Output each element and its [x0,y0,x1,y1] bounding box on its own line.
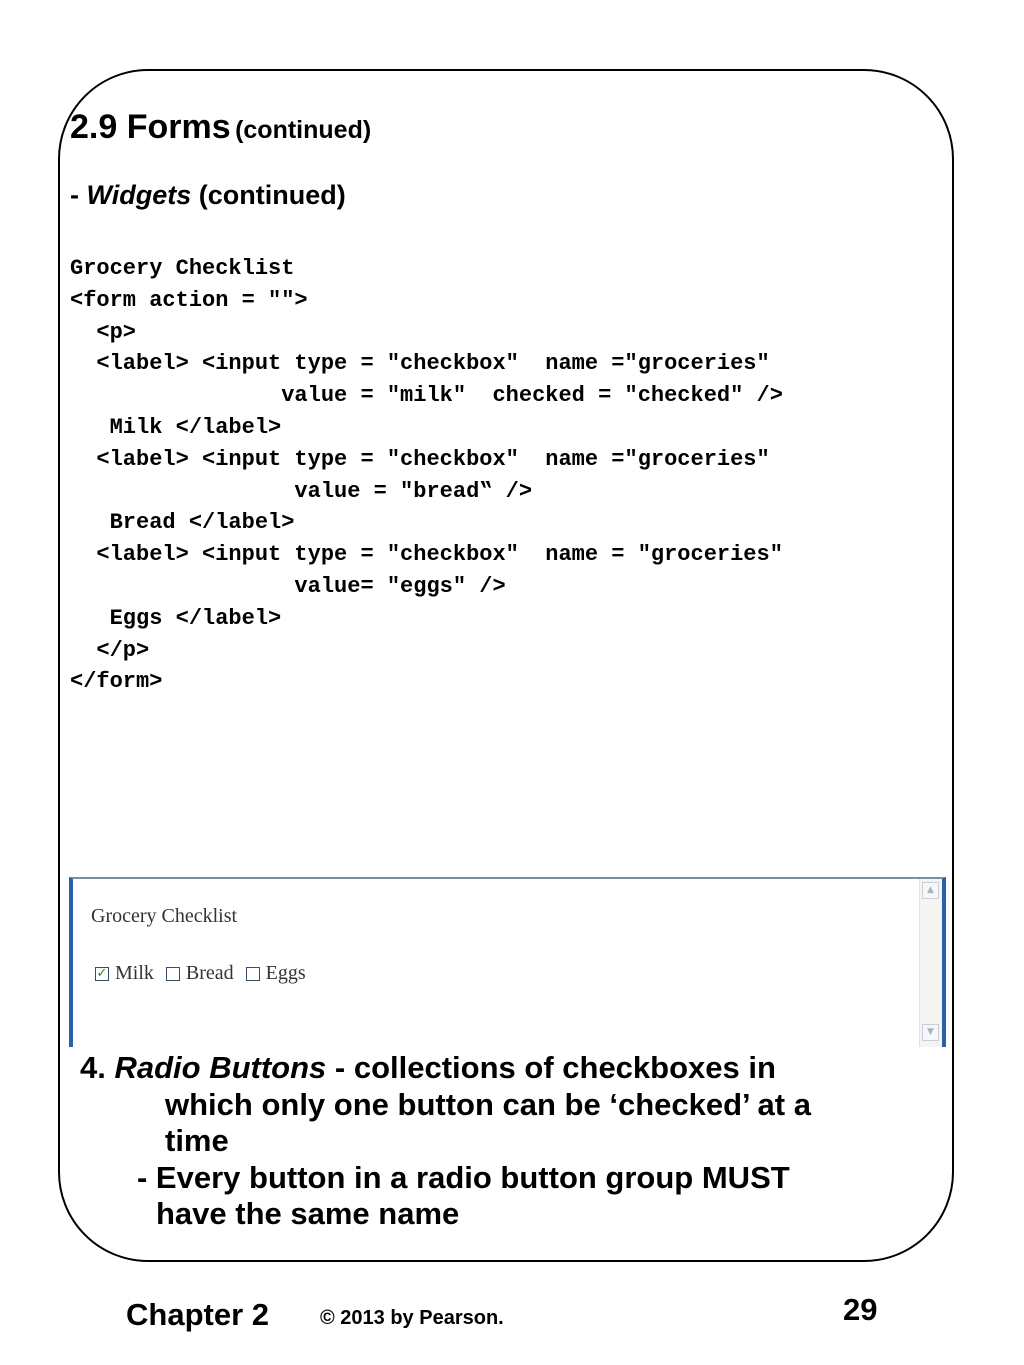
milk-checkbox[interactable] [95,967,109,981]
milk-label[interactable]: Milk [115,962,154,984]
footer-copyright: © 2013 by Pearson. [320,1307,504,1329]
code-line: Eggs </label> [70,605,282,631]
definition-text: - collections of checkboxes in [326,1050,776,1085]
rule-line-2: have the same name [156,1196,460,1231]
title-suffix: (continued) [235,116,372,144]
check-mark-icon: ✓ [96,966,108,981]
description-line-3: time [165,1123,229,1158]
code-line: Milk </label> [70,414,282,440]
bread-label[interactable]: Bread [185,962,234,984]
slide-subheading [70,180,346,211]
item-number: 4. [80,1050,106,1085]
code-line: <label> <input type = "checkbox" name = "groceries" [70,542,783,568]
title-main: 2.9 Forms [70,108,231,146]
code-line: value = "milk" checked = "checked" /> [70,383,783,409]
code-line: </form> [70,669,163,695]
scroll-down-icon[interactable]: ▼ [922,1024,939,1041]
code-sample [70,253,783,698]
subheading-suffix: (continued) [198,180,346,210]
subheading-dash: - [70,180,79,210]
code-line: <label> <input type = "checkbox" name ="groceries" [70,446,770,472]
rule-line-1: - Every button in a radio button group MUST [137,1159,790,1195]
bread-checkbox[interactable] [166,967,180,981]
description-line-1 [80,1050,900,1087]
radio-buttons-description [80,1050,900,1233]
description-line-2: which only one button can be ‘checked’ at a [165,1086,811,1122]
code-line: value= "eggs" /> [70,573,506,599]
footer-chapter: Chapter 2 [126,1297,269,1332]
slide-title [70,108,371,147]
code-line: value = "bread‟ /> [70,478,533,504]
code-line: </p> [70,637,150,663]
page-number: 29 [843,1292,878,1327]
code-line: <form action = ""> [70,287,308,313]
code-line: <p> [70,319,137,345]
code-line: Grocery Checklist [70,256,295,281]
eggs-label[interactable]: Eggs [265,962,306,984]
vertical-scrollbar[interactable] [919,879,942,1047]
code-line: Bread </label> [70,510,295,536]
browser-preview [69,877,946,1047]
preview-checkbox-row [95,962,318,985]
code-line: <label> <input type = "checkbox" name ="groceries" [70,351,770,377]
subheading-term: Widgets [86,180,192,210]
scroll-up-icon[interactable]: ▲ [922,882,939,899]
eggs-checkbox[interactable] [246,967,260,981]
preview-heading: Grocery Checklist [91,905,238,927]
radio-buttons-term: Radio Buttons [114,1050,327,1085]
